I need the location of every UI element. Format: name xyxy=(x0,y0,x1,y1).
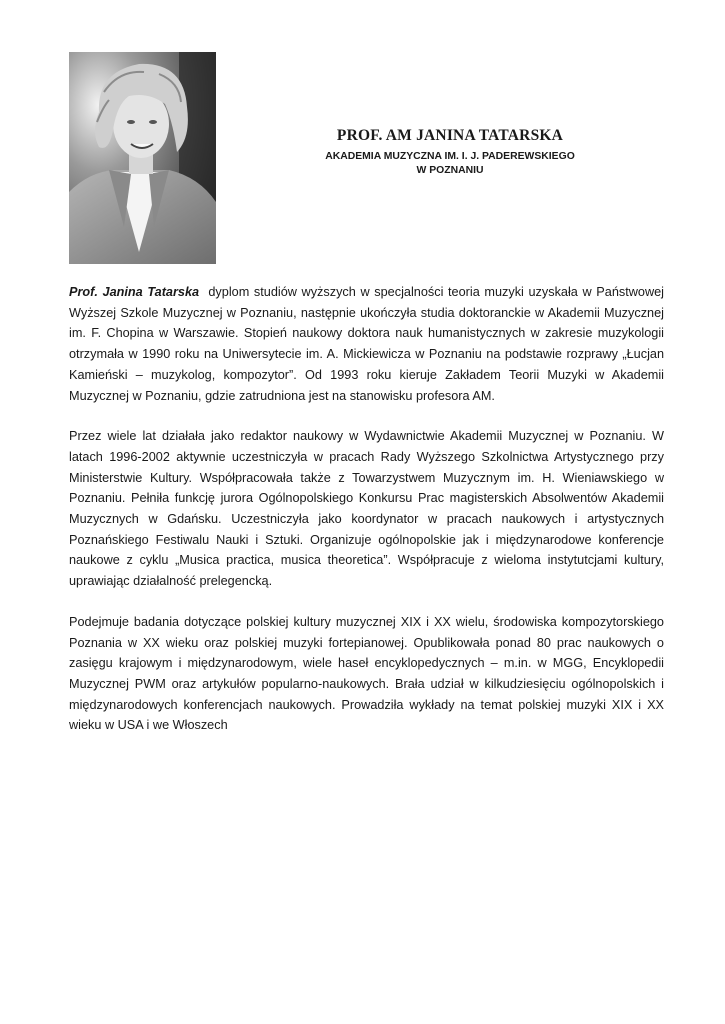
portrait-image xyxy=(69,52,216,264)
portrait-photo xyxy=(69,52,216,264)
biography-paragraph-1 xyxy=(69,282,668,406)
document-header xyxy=(290,127,610,178)
biography-lead-name: Prof. Janina Tatarska xyxy=(69,285,200,299)
institution-line-2: W POZNANIU xyxy=(416,165,484,176)
institution-line-1: AKADEMIA MUZYCZNA IM. I. J. PADEREWSKIEGO xyxy=(325,151,575,162)
institution-name xyxy=(290,150,610,178)
biography-paragraph-1-text: dyplom studiów wyższych w specjalności teoria muzyki uzyskała w Państwowej Wyższej Szkole Muzycznej w Poznaniu, następnie ukończyła studia doktoranckie w Akademii Muzycznej im. F. Chopina w Warszawie. Stopień naukowy doktora nauk humanistycznych w zakresie muzykologii otrzymała w 1990 roku na Uniwersytecie im. A. Mickiewicza w Poznaniu na podstawie rozprawy „Łucjan Kamieński – muzykolog, kompozytor”. Od 1993 roku kieruje Zakładem Teorii Muzyki w Akademii Muzycznej w Poznaniu, gdzie zatrudniona jest na stanowisku profesora AM. xyxy=(69,285,668,403)
biography-paragraph-2: Przez wiele lat działała jako redaktor naukowy w Wydawnictwie Akademii Muzycznej w Poznaniu. W latach 1996-2002 aktywnie uczestniczyła w pracach Rady Wyższego Szkolnictwa Artystycznego przy Ministerstwie Kultury. Współpracowała także z Towarzystwem Muzycznym im. H. Wieniawskiego w Poznaniu. Pełniła funkcję jurora Ogólnopolskiego Konkursu Prac magisterskich Absolwentów Akademii Muzycznych w Gdańsku. Uczestniczyła jako koordynator w pracach naukowych i artystycznych Poznańskiego Festiwalu Nauki i Sztuki. Organizuje ogólnopolskie jak i międzynarodowe konferencje naukowe z cyklu „Musica practica, musica theoretica”. Współpracuje z wieloma instytutcjami kultury, uprawiając działalność prelegencką. xyxy=(69,429,664,589)
person-name: PROF. AM JANINA TATARSKA xyxy=(336,127,564,144)
biography-text xyxy=(69,282,668,756)
biography-paragraph-3: Podejmuje badania dotyczące polskiej kultury muzycznej XIX i XX wielu, środowiska kompozytorskiego Poznania w XX wieku oraz polskiej muzyki fortepianowej. Opublikowała ponad 80 prac naukowych o zasięgu krajowym i międzynarodowym, wiele haseł encyklopedycznych – m.in. w MGG, Encyklopedii Muzycznej PWM oraz artykułów popularno-naukowych. Brała udział w kilkudziesięciu ogólnopolskich i międzynarodowych konferencjach naukowych. Prowadziła wykłady na temat polskiej muzyki XIX i XX wieku w USA i we Włoszech xyxy=(69,614,664,733)
